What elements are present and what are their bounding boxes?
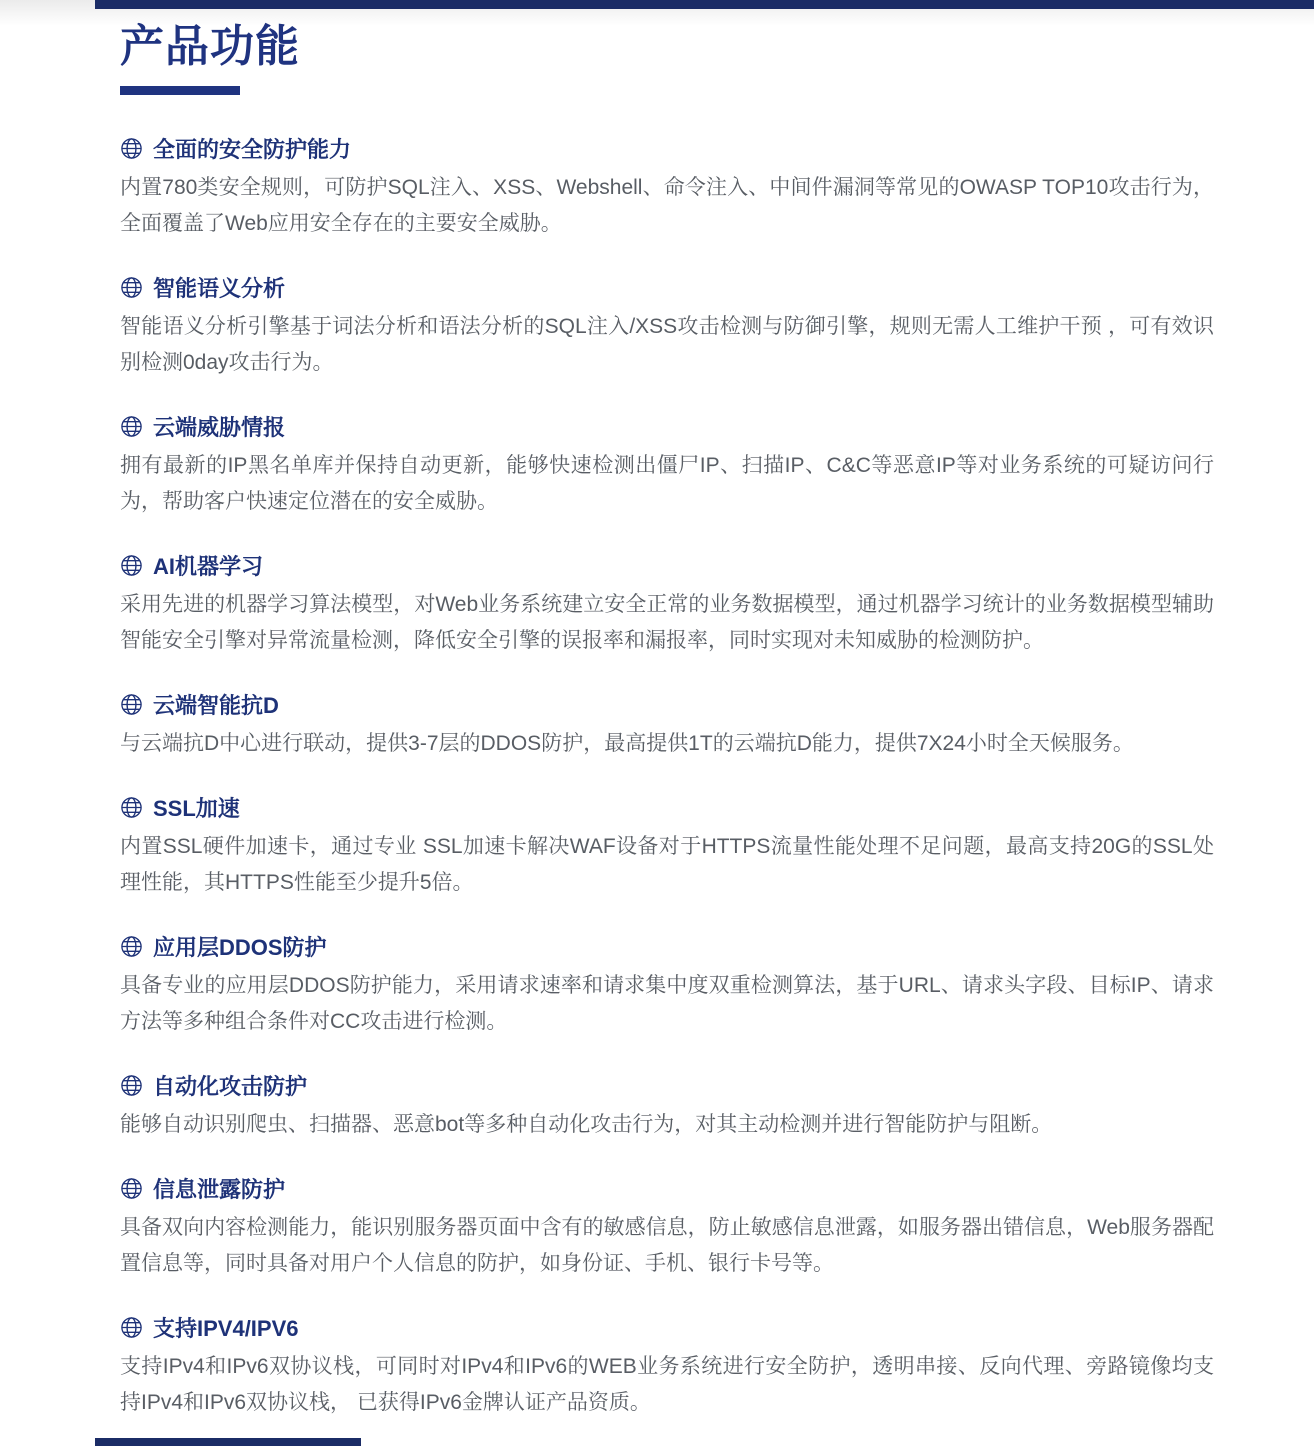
globe-icon (120, 1316, 143, 1339)
feature-section (120, 1070, 1214, 1143)
section-body: 支持IPv4和IPv6双协议栈，可同时对IPv4和IPv6的WEB业务系统进行安全防护，透明串接、反向代理、旁路镜像均支持IPv4和IPv6双协议栈， 已获得IPv6金牌认证产品资质。 (120, 1355, 1214, 1414)
globe-icon (120, 276, 143, 299)
page-title: 产品功能 (120, 22, 300, 71)
section-body: 内置SSL硬件加速卡，通过专业 SSL加速卡解决WAF设备对于HTTPS流量性能处理不足问题，最高支持20G的SSL处理性能，其HTTPS性能至少提升5倍。 (120, 835, 1214, 894)
section-heading (120, 133, 1214, 163)
feature-section (120, 1173, 1214, 1282)
section-heading (120, 1312, 1214, 1342)
section-body: 与云端抗D中心进行联动，提供3-7层的DDOS防护，最高提供1T的云端抗D能力，提供7X24小时全天候服务。 (120, 732, 1134, 755)
section-body: 内置780类安全规则，可防护SQL注入、XSS、Webshell、命令注入、中间件漏洞等常见的OWASP TOP10攻击行为，全面覆盖了Web应用安全存在的主要安全威胁。 (120, 176, 1214, 235)
feature-section (120, 133, 1214, 242)
section-heading (120, 931, 1214, 961)
globe-icon (120, 693, 143, 716)
feature-section (120, 411, 1214, 520)
globe-icon (120, 554, 143, 577)
feature-section (120, 689, 1214, 762)
globe-icon (120, 137, 143, 160)
section-heading-text: 全面的安全防护能力 (153, 136, 352, 162)
globe-icon (120, 1074, 143, 1097)
section-heading (120, 1070, 1214, 1100)
section-heading-text: 智能语义分析 (153, 275, 286, 301)
section-body: 具备专业的应用层DDOS防护能力，采用请求速率和请求集中度双重检测算法，基于URL、请求头字段、目标IP、请求方法等多种组合条件对CC攻击进行检测。 (120, 974, 1214, 1033)
section-heading-text: AI机器学习 (153, 553, 264, 579)
section-body: 能够自动识别爬虫、扫描器、恶意bot等多种自动化攻击行为，对其主动检测并进行智能防护与阻断。 (120, 1113, 1053, 1136)
section-heading (120, 550, 1214, 580)
globe-icon (120, 415, 143, 438)
feature-section (120, 550, 1214, 659)
section-heading-text: 应用层DDOS防护 (153, 934, 327, 960)
feature-section (120, 792, 1214, 901)
section-heading-text: 云端威胁情报 (153, 414, 286, 440)
section-heading-text: SSL加速 (153, 795, 240, 821)
feature-list (120, 133, 1214, 1421)
title-underline (120, 86, 240, 95)
section-body: 具备双向内容检测能力，能识别服务器页面中含有的敏感信息，防止敏感信息泄露，如服务器出错信息，Web服务器配置信息等，同时具备对用户个人信息的防护，如身份证、手机、银行卡号等。 (120, 1216, 1214, 1275)
globe-icon (120, 935, 143, 958)
section-body: 智能语义分析引擎基于词法分析和语法分析的SQL注入/XSS攻击检测与防御引擎，规则无需人工维护干预 ，可有效识别检测0day攻击行为。 (120, 315, 1214, 374)
section-heading (120, 411, 1214, 441)
section-heading (120, 689, 1214, 719)
section-body: 拥有最新的IP黑名单库并保持自动更新，能够快速检测出僵尸IP、扫描IP、C&C等恶意IP等对业务系统的可疑访问行为，帮助客户快速定位潜在的安全威胁。 (120, 454, 1214, 513)
section-heading-text: 信息泄露防护 (153, 1176, 286, 1202)
section-heading (120, 272, 1214, 302)
feature-section (120, 931, 1214, 1040)
feature-section (120, 1312, 1214, 1421)
globe-icon (120, 1177, 143, 1200)
section-heading-text: 云端智能抗D (153, 692, 279, 718)
section-heading-text: 支持IPV4/IPV6 (153, 1315, 299, 1341)
section-heading (120, 792, 1214, 822)
top-divider-bar (95, 0, 1314, 9)
section-heading (120, 1173, 1214, 1203)
globe-icon (120, 796, 143, 819)
section-heading-text: 自动化攻击防护 (153, 1073, 308, 1099)
bottom-divider-bar (95, 1438, 361, 1446)
feature-section (120, 272, 1214, 381)
section-body: 采用先进的机器学习算法模型，对Web业务系统建立安全正常的业务数据模型，通过机器学习统计的业务数据模型辅助智能安全引擎对异常流量检测，降低安全引擎的误报率和漏报率，同时实现对未知威胁的检测防护。 (120, 593, 1214, 652)
